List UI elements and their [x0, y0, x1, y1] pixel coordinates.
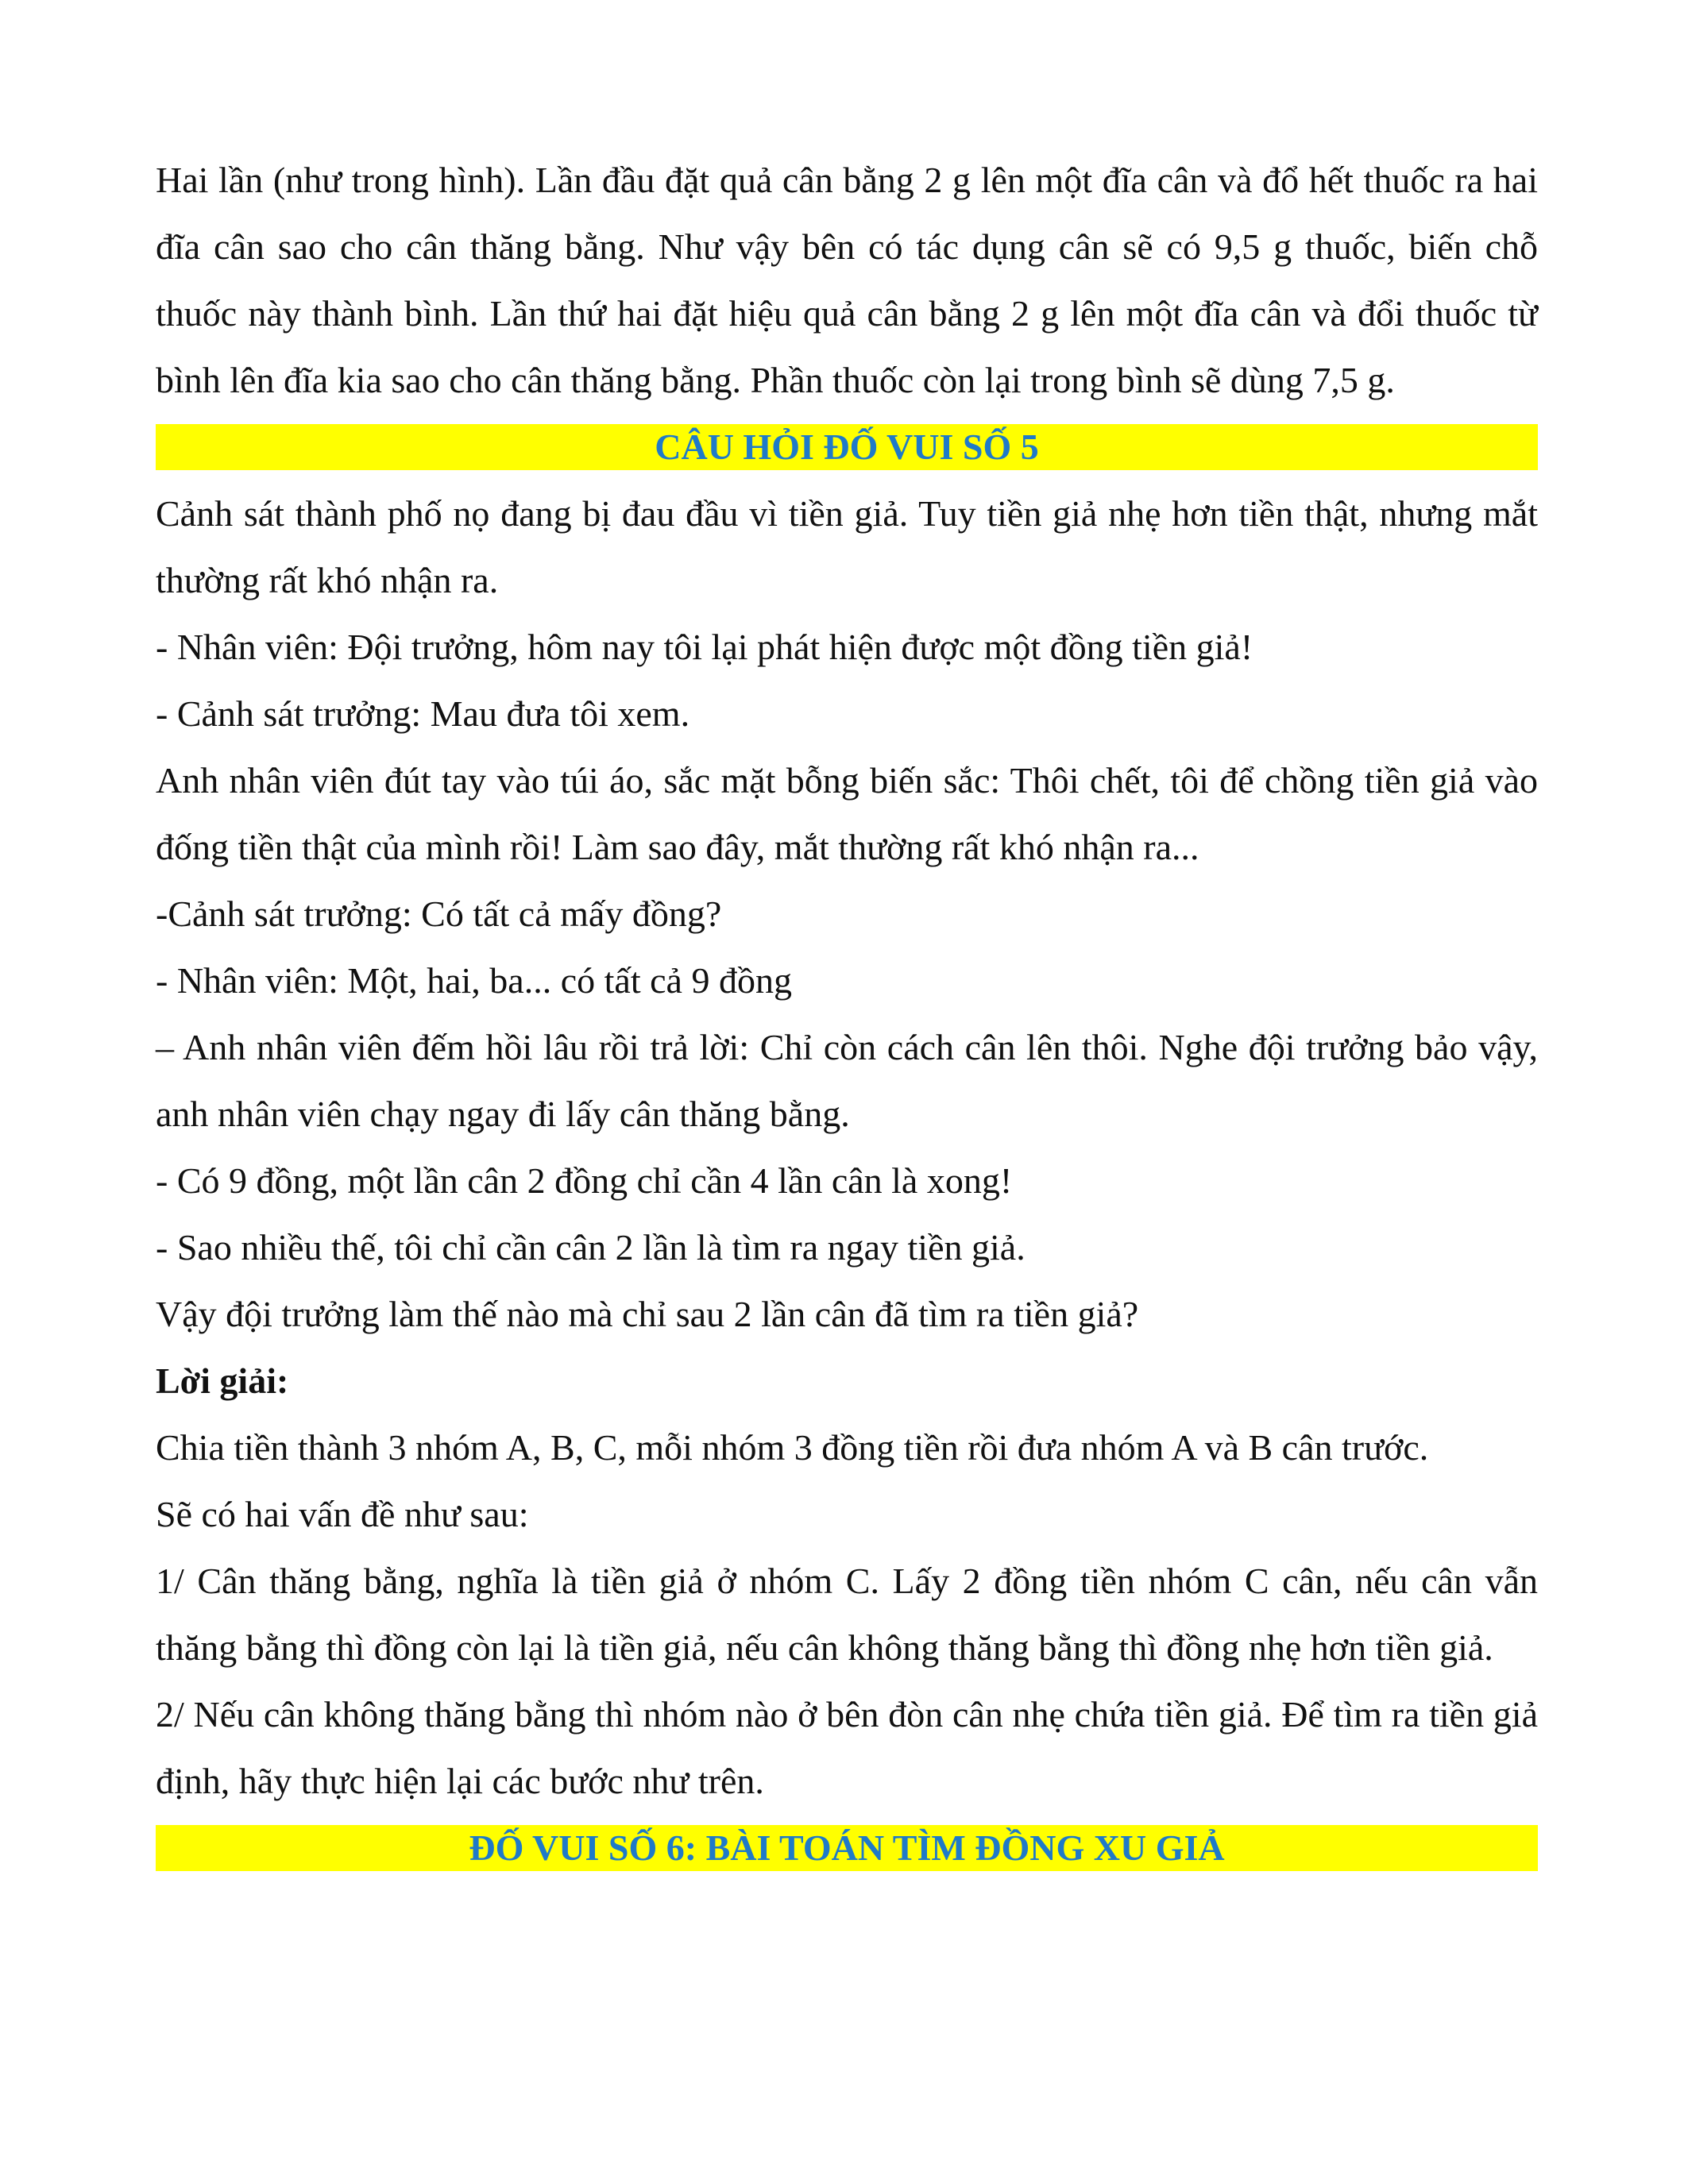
heading-question-5: CÂU HỎI ĐỐ VUI SỐ 5	[156, 424, 1538, 470]
intro-paragraph: Hai lần (như trong hình). Lần đầu đặt quả cân bằng 2 g lên một đĩa cân và đổ hết thuốc ra hai đĩa cân sao cho cân thăng bằng. Như vậy bên có tác dụng cân sẽ có 9,5 g thuốc, biến chỗ thuốc này thành bình. Lần thứ hai đặt hiệu quả cân bằng 2 g lên một đĩa cân và đổi thuốc từ bình lên đĩa kia sao cho cân thăng bằng. Phần thuốc còn lại trong bình sẽ dùng 7,5 g.	[156, 160, 1538, 400]
story-line-9: - Sao nhiều thế, tôi chỉ cần cân 2 lần là tìm ra ngay tiền giả.	[156, 1227, 1026, 1268]
story-question-line: Vậy đội trưởng làm thế nào mà chỉ sau 2 lần cân đã tìm ra tiền giả?	[156, 1294, 1139, 1334]
solution-paragraph-4: 2/ Nếu cân không thăng bằng thì nhóm nào ở bên đòn cân nhẹ chứa tiền giả. Để tìm ra tiền giả định, hãy thực hiện lại các bước như trên.	[156, 1694, 1538, 1801]
story-paragraph-7: – Anh nhân viên đếm hồi lâu rồi trả lời: Chỉ còn cách cân lên thôi. Nghe đội trưởng bảo vậy, anh nhân viên chạy ngay đi lấy cân thăng bằng.	[156, 1027, 1538, 1134]
solution-line-2: Sẽ có hai vấn đề như sau:	[156, 1494, 529, 1534]
document-page	[156, 147, 1538, 1881]
story-line-2: - Nhân viên: Đội trưởng, hôm nay tôi lại phát hiện được một đồng tiền giả!	[156, 627, 1253, 667]
story-paragraph-1: Cảnh sát thành phố nọ đang bị đau đầu vì tiền giả. Tuy tiền giả nhẹ hơn tiền thật, nhưng mắt thường rất khó nhận ra.	[156, 493, 1538, 600]
solution-label: Lời giải:	[156, 1360, 289, 1401]
heading-question-6: ĐỐ VUI SỐ 6: BÀI TOÁN TÌM ĐỒNG XU GIẢ	[156, 1825, 1538, 1871]
story-line-5: -Cảnh sát trưởng: Có tất cả mấy đồng?	[156, 893, 722, 934]
story-line-6: - Nhân viên: Một, hai, ba... có tất cả 9 đồng	[156, 960, 792, 1001]
solution-paragraph-3: 1/ Cân thăng bằng, nghĩa là tiền giả ở nhóm C. Lấy 2 đồng tiền nhóm C cân, nếu cân vẫn thăng bằng thì đồng còn lại là tiền giả, nếu cân không thăng bằng thì đồng nhẹ hơn tiền giả.	[156, 1561, 1538, 1668]
story-line-8: - Có 9 đồng, một lần cân 2 đồng chỉ cần 4 lần cân là xong!	[156, 1160, 1013, 1201]
story-paragraph-4: Anh nhân viên đút tay vào túi áo, sắc mặt bỗng biến sắc: Thôi chết, tôi để chồng tiền giả vào đống tiền thật của mình rồi! Làm sao đây, mắt thường rất khó nhận ra...	[156, 760, 1538, 867]
story-line-3: - Cảnh sát trưởng: Mau đưa tôi xem.	[156, 693, 690, 734]
solution-line-1: Chia tiền thành 3 nhóm A, B, C, mỗi nhóm 3 đồng tiền rồi đưa nhóm A và B cân trước.	[156, 1427, 1429, 1468]
